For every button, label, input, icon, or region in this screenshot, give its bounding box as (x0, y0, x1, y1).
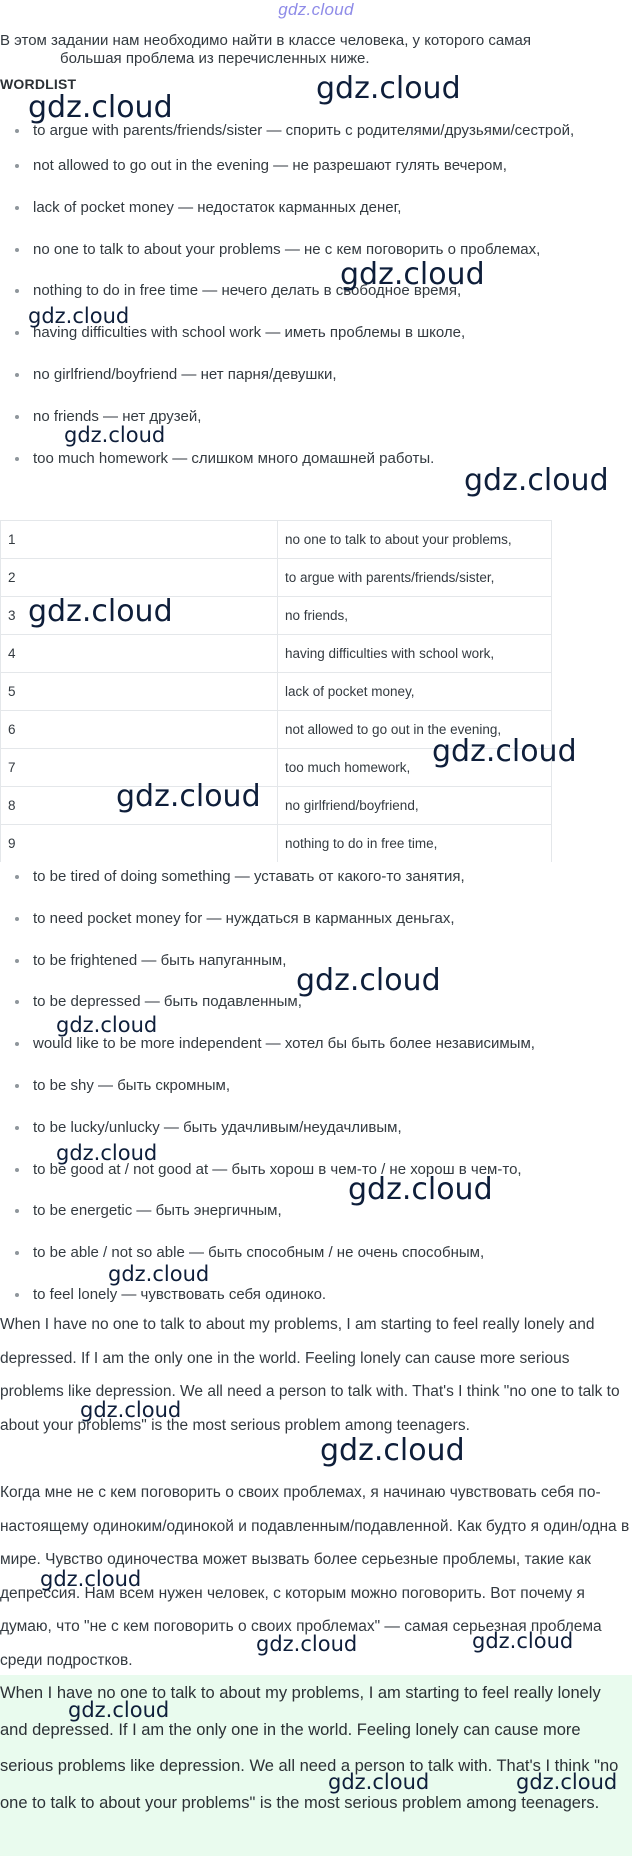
wordlist-heading: WORDLIST (0, 76, 77, 92)
list-item: too much homework — слишком много домашней работы. (0, 448, 632, 470)
watermark: gdz.cloud (516, 1770, 618, 1794)
rank-number: 7 (1, 749, 278, 787)
answer-paragraph: When I have no one to talk to about my problems, I am starting to feel really lonely and depressed. If I am the only one in the world. Feeling lonely can cause more serious problems like depression. We all need a person to talk with. That's I think "no one to talk to about your problems" is the most serious problem among teenagers. (0, 1684, 619, 1812)
watermark: gdz.cloud (464, 463, 609, 498)
list-item: to be tired of doing something — уставать от какого-то занятия, (0, 866, 632, 888)
list-item: to be able / not so able — быть способным / не очень способным, (0, 1242, 632, 1264)
rank-number: 8 (1, 787, 278, 825)
watermark: gdz.cloud (40, 1567, 142, 1591)
table-row (1, 673, 552, 711)
watermark: gdz.cloud (348, 1172, 493, 1207)
watermark: gdz.cloud (432, 734, 577, 769)
watermark: gdz.cloud (56, 1141, 158, 1165)
paragraph-russian: Когда мне не с кем поговорить о своих проблемах, я начинаю чувствовать себя по-настоящему одиноким/одинокой и подавленным/подавленной. Как будто я один/одна в мире. Чувство одиночества может вызвать более серьезные проблемы, такие как депрессия. Нам всем нужен человек, с которым можно поговорить. Вот почему я думаю, что "не с кем поговорить о своих проблемах" — самая серьезная проблема среди подростков. (0, 1484, 630, 1669)
table-row (1, 787, 552, 825)
rank-number: 9 (1, 825, 278, 863)
rank-number: 4 (1, 635, 278, 673)
list-item: not allowed to go out in the evening — не разрешают гулять вечером, (0, 155, 632, 177)
paragraph-english: When I have no one to talk to about my problems, I am starting to feel really lonely and depressed. If I am the only one in the world. Feeling lonely can cause more serious problems like depression. We all need a person to talk with. That's I think "no one to talk to about your problems" is the most serious problem among teenagers. (0, 1316, 620, 1434)
wordlist-feelings (0, 866, 632, 1326)
list-item: having difficulties with school work — иметь проблемы в школе, (0, 322, 632, 344)
list-item: to be good at / not good at — быть хорош в чем-то / не хорош в чем-то, (0, 1159, 632, 1181)
rank-problem: no one to talk to about your problems, (278, 521, 552, 559)
watermark: gdz.cloud (256, 1632, 358, 1656)
intro-cut-text: большая проблема из перечисленных ниже. (60, 50, 370, 67)
list-item: to be lucky/unlucky — быть удачливым/неудачливым, (0, 1117, 632, 1139)
list-item: to need pocket money for — нуждаться в карманных деньгах, (0, 908, 632, 930)
table-row (1, 825, 552, 863)
intro-text: В этом задании нам необходимо найти в классе человека, у которого самая (0, 32, 531, 49)
watermark: gdz.cloud (316, 71, 461, 106)
watermark: gdz.cloud (68, 1698, 170, 1722)
table-row (1, 559, 552, 597)
watermark: gdz.cloud (116, 779, 261, 814)
list-item: lack of pocket money — недостаток карманных денег, (0, 197, 632, 219)
watermark: gdz.cloud (28, 90, 173, 125)
watermark: gdz.cloud (296, 963, 441, 998)
rank-problem: no girlfriend/boyfriend, (278, 787, 552, 825)
list-item: to be energetic — быть энергичным, (0, 1200, 632, 1222)
site-logo[interactable]: gdz.cloud (278, 0, 354, 19)
rank-problem: too much homework, (278, 749, 552, 787)
list-item: no friends — нет друзей, (0, 406, 632, 428)
table-row (1, 635, 552, 673)
watermark: gdz.cloud (320, 1433, 465, 1468)
watermark: gdz.cloud (28, 304, 130, 328)
list-item: no one to talk to about your problems — не с кем поговорить о проблемах, (0, 239, 632, 261)
list-item: to argue with parents/friends/sister — спорить с родителями/друзьями/сестрой, (0, 114, 632, 147)
rank-problem: lack of pocket money, (278, 673, 552, 711)
rank-number: 5 (1, 673, 278, 711)
intro-cut-line (0, 50, 632, 68)
watermark: gdz.cloud (108, 1262, 210, 1286)
watermark: gdz.cloud (64, 423, 166, 447)
watermark: gdz.cloud (80, 1398, 182, 1422)
watermark: gdz.cloud (56, 1013, 158, 1037)
list-item: to be shy — быть скромным, (0, 1075, 632, 1097)
list-item: to be depressed — быть подавленным, (0, 991, 632, 1013)
rank-problem: nothing to do in free time, (278, 825, 552, 863)
watermark: gdz.cloud (472, 1629, 574, 1653)
list-item: to be frightened — быть напуганным, (0, 950, 632, 972)
list-item: would like to be more independent — хотел бы быть более независимым, (0, 1033, 632, 1055)
watermark: gdz.cloud (28, 594, 173, 629)
table-row (1, 521, 552, 559)
watermark: gdz.cloud (340, 257, 485, 292)
rank-problem: not allowed to go out in the evening, (278, 711, 552, 749)
rank-number: 1 (1, 521, 278, 559)
rank-problem: having difficulties with school work, (278, 635, 552, 673)
list-item: nothing to do in free time — нечего делать в свободное время, (0, 280, 632, 302)
list-item: to feel lonely — чувствовать себя одиноко. (0, 1284, 632, 1306)
ranking-table (0, 520, 552, 862)
rank-number: 3 (1, 597, 278, 635)
list-item: no girlfriend/boyfriend — нет парня/девушки, (0, 364, 632, 386)
rank-problem: to argue with parents/friends/sister, (278, 559, 552, 597)
rank-number: 2 (1, 559, 278, 597)
watermark: gdz.cloud (328, 1770, 430, 1794)
rank-problem: no friends, (278, 597, 552, 635)
rank-number: 6 (1, 711, 278, 749)
